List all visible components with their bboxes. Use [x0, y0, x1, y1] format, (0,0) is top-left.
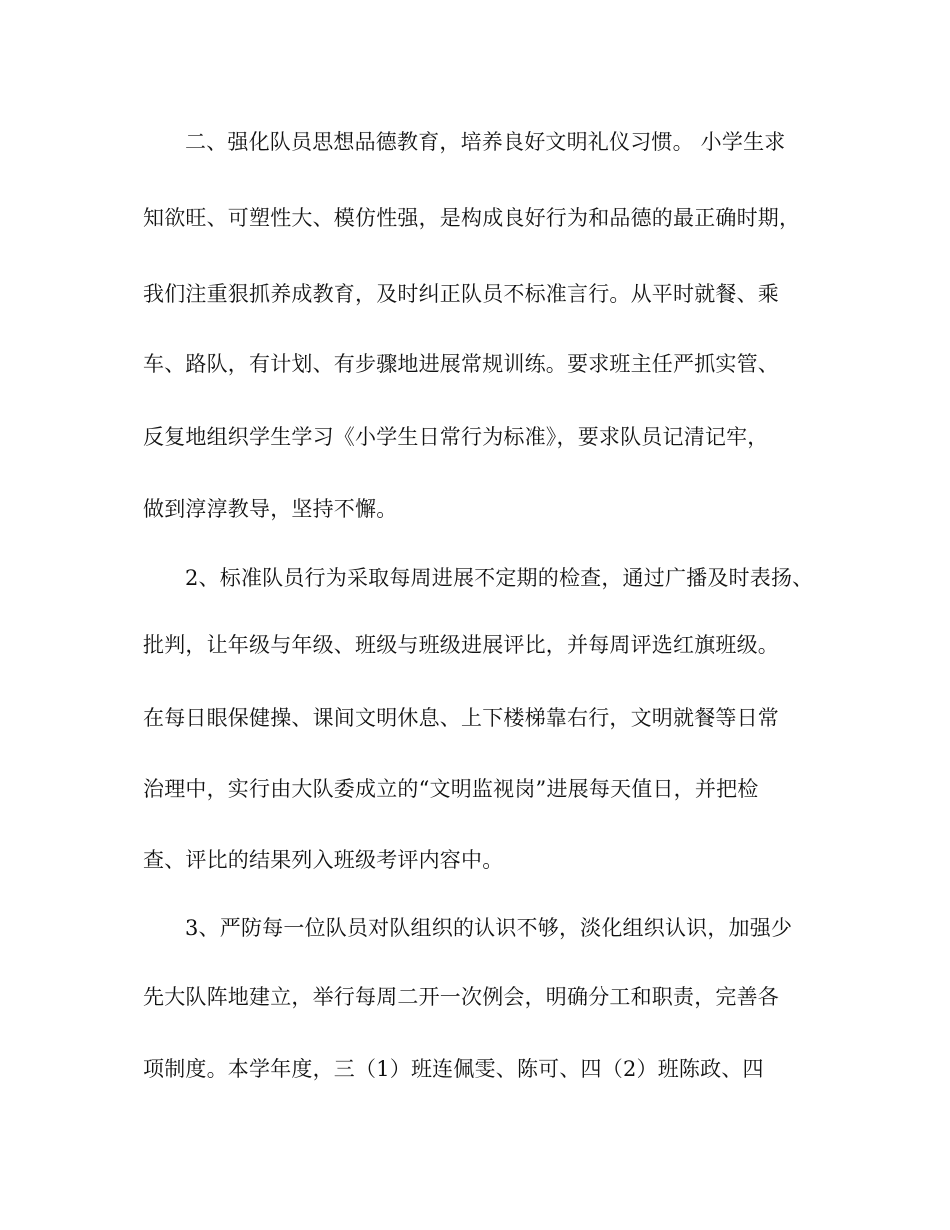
paragraph-line: 做到淳淳教导，坚持不懈。 [143, 497, 398, 521]
paragraph-line: 治理中，实行由大队委成立的“文明监视岗”进展每天值日，并把检 [143, 777, 759, 801]
paragraph-line: 反复地组织学生学习《小学生日常行为标准》，要求队员记清记牢， [143, 425, 769, 449]
paragraph-line: 批判，让年级与年级、班级与班级进展评比，并每周评选红旗班级。 [143, 633, 779, 657]
paragraph-line: 查、评比的结果列入班级考评内容中。 [143, 848, 504, 872]
paragraph-line: 车、路队，有计划、有步骤地进展常规训练。要求班主任严抓实管、 [143, 352, 779, 376]
paragraph-line: 我们注重狠抓养成教育，及时纠正队员不标准言行。从平时就餐、乘 [143, 282, 779, 306]
paragraph-line: 2、标准队员行为采取每周进展不定期的检查，通过广播及时表扬、 [185, 566, 814, 590]
paragraph-line: 3、严防每一位队员对队组织的认识不够，淡化组织认识，加强少 [185, 916, 793, 940]
paragraph-line: 先大队阵地建立，举行每周二开一次例会，明确分工和职责，完善各 [143, 985, 779, 1009]
paragraph-line: 二、强化队员思想品德教育，培养良好文明礼仪习惯。 小学生求 [185, 130, 786, 154]
paragraph-line: 知欲旺、可塑性大、模仿性强，是构成良好行为和品德的最正确时期， [143, 206, 801, 230]
paragraph-line: 项制度。本学年度，三（1）班连佩雯、陈可、四（2）班陈政、四 [143, 1057, 764, 1081]
paragraph-line: 在每日眼保健操、课间文明休息、上下楼梯靠右行，文明就餐等日常 [143, 706, 779, 730]
